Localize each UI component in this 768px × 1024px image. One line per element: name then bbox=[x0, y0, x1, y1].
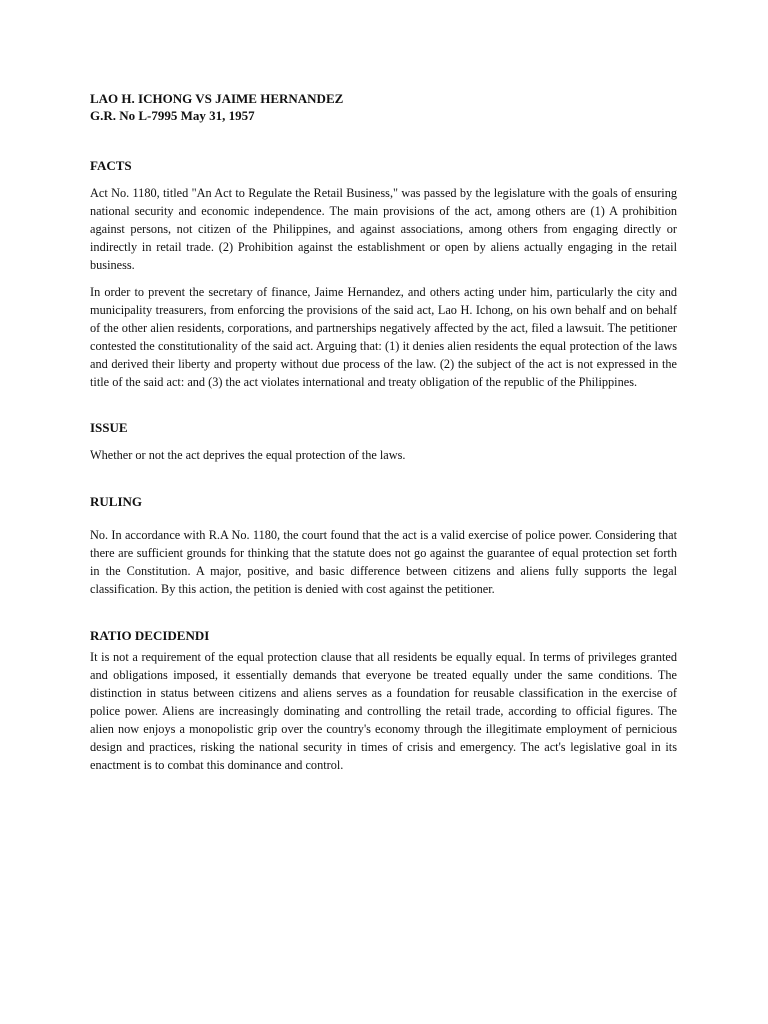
issue-heading: ISSUE bbox=[90, 420, 128, 435]
case-title: LAO H. ICHONG VS JAIME HERNANDEZ bbox=[90, 91, 344, 106]
ruling-heading: RULING bbox=[90, 494, 143, 509]
facts-heading: FACTS bbox=[90, 158, 132, 173]
case-number: G.R. No L-7995 May 31, 1957 bbox=[90, 108, 255, 123]
ratio-decidendi-paragraph: It is not a requirement of the equal protection clause that all residents be equally equal. In terms of privileges granted and obligations imposed, it essentially demands that everyone be treated equally under the same conditions. The distinction in status between citizens and aliens serves as a foundation for reusable classification in the exercise of police power. Aliens are increasingly dominating and controlling the retail trade, according to official figures. The alien now enjoys a monopolistic grip over the country's economy through the illegitimate employment of pernicious design and practices, risking the national security in times of crisis and emergency. The act's legislative goal in its enactment is to combat this dominance and control. bbox=[90, 650, 677, 772]
document-page bbox=[90, 90, 677, 774]
ruling-paragraph: No. In accordance with R.A No. 1180, the court found that the act is a valid exercise of police power. Considering that there are sufficient grounds for thinking that the statute does not go against the guarantee of equal protection set forth in the Constitution. A major, positive, and basic difference between citizens and aliens fully supports the legal classification. By this action, the petition is denied with cost against the petitioner. bbox=[90, 528, 677, 596]
facts-paragraph-2: In order to prevent the secretary of finance, Jaime Hernandez, and others acting under him, particularly the city and municipality treasurers, from enforcing the provisions of the said act, Lao H. Ichong, on his own behalf and on behalf of the other alien residents, corporations, and partnerships negatively affected by the act, filed a lawsuit. The petitioner contested the constitutionality of the said act. Arguing that: (1) it denies alien residents the equal protection of the laws and derived their liberty and property without due process of the law. (2) the subject of the act is not expressed in the title of the said act: and (3) the act violates international and treaty obligation of the republic of the Philippines. bbox=[90, 285, 677, 389]
ratio-decidendi-heading: RATIO DECIDENDI bbox=[90, 628, 210, 643]
facts-paragraph-1: Act No. 1180, titled "An Act to Regulate the Retail Business," was passed by the legislature with the goals of ensuring national security and economic independence. The main provisions of the act, among others are (1) A prohibition against persons, not citizen of the Philippines, and against associations, among others from engaging directly or indirectly in retail trade. (2) Prohibition against the establishment or open by aliens actually engaging in the retail business. bbox=[90, 186, 677, 272]
issue-paragraph: Whether or not the act deprives the equal protection of the laws. bbox=[90, 448, 406, 462]
